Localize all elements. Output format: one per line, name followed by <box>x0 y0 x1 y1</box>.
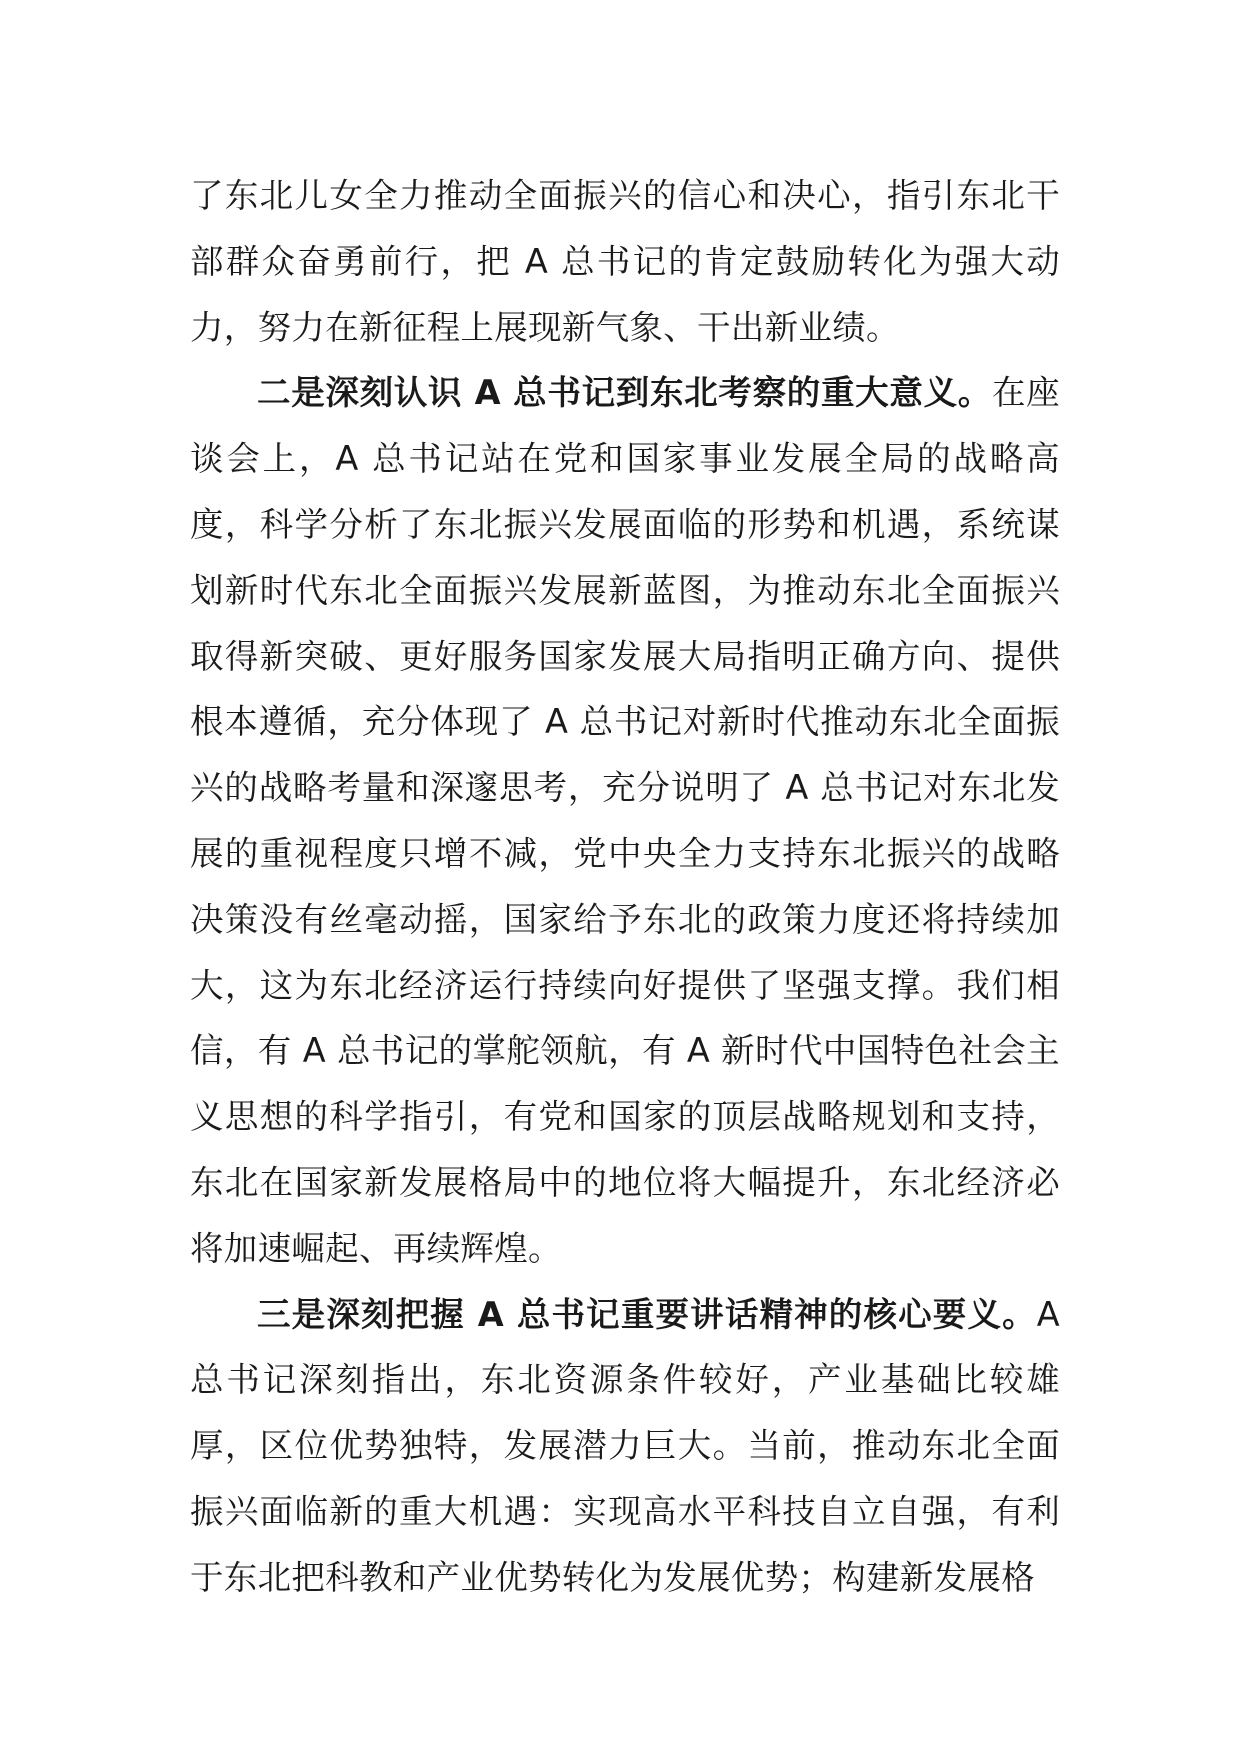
paragraph-heading: 三是深刻把握 A 总书记重要讲话精神的核心要义。 <box>257 1294 1037 1334</box>
paragraph-point-three <box>190 1282 1060 1611</box>
paragraph-text: 在座谈会上，A 总书记站在党和国家事业发展全局的战略高度，科学分析了东北振兴发展面临的形势和机遇，系统谋划新时代东北全面振兴发展新蓝图，为推动东北全面振兴取得新突破、更好服务国家发展大局指明正确方向、提供根本遵循，充分体现了 A 总书记对新时代推动东北全面振兴的战略考量和深邃思考，充分说明了 A 总书记对东北发展的重视程度只增不减，党中央全力支持东北振兴的战略决策没有丝毫动摇，国家给予东北的政策力度还将持续加大，这为东北经济运行持续向好提供了坚强支撑。我们相信，有 A 总书记的掌舵领航，有 A 新时代中国特色社会主义思想的科学指引，有党和国家的顶层战略规划和支持，东北在国家新发展格局中的地位将大幅提升，东北经济必将加速崛起、再续辉煌。 <box>190 373 1060 1268</box>
paragraph-heading: 二是深刻认识 A 总书记到东北考察的重大意义。 <box>257 373 992 413</box>
paragraph-continuation <box>190 163 1060 360</box>
paragraph-text: A 总书记深刻指出，东北资源条件较好，产业基础比较雄厚，区位优势独特，发展潜力巨大。当前，推动东北全面振兴面临新的重大机遇：实现高水平科技自立自强，有利于东北把科教和产业优势转化为发展优势；构建新发展格 <box>190 1294 1060 1597</box>
paragraph-point-two <box>190 360 1060 1281</box>
paragraph-text: 了东北儿女全力推动全面振兴的信心和决心，指引东北干部群众奋勇前行，把 A 总书记的肯定鼓励转化为强大动力，努力在新征程上展现新气象、干出新业绩。 <box>190 176 1060 347</box>
body-text <box>190 163 1060 1611</box>
